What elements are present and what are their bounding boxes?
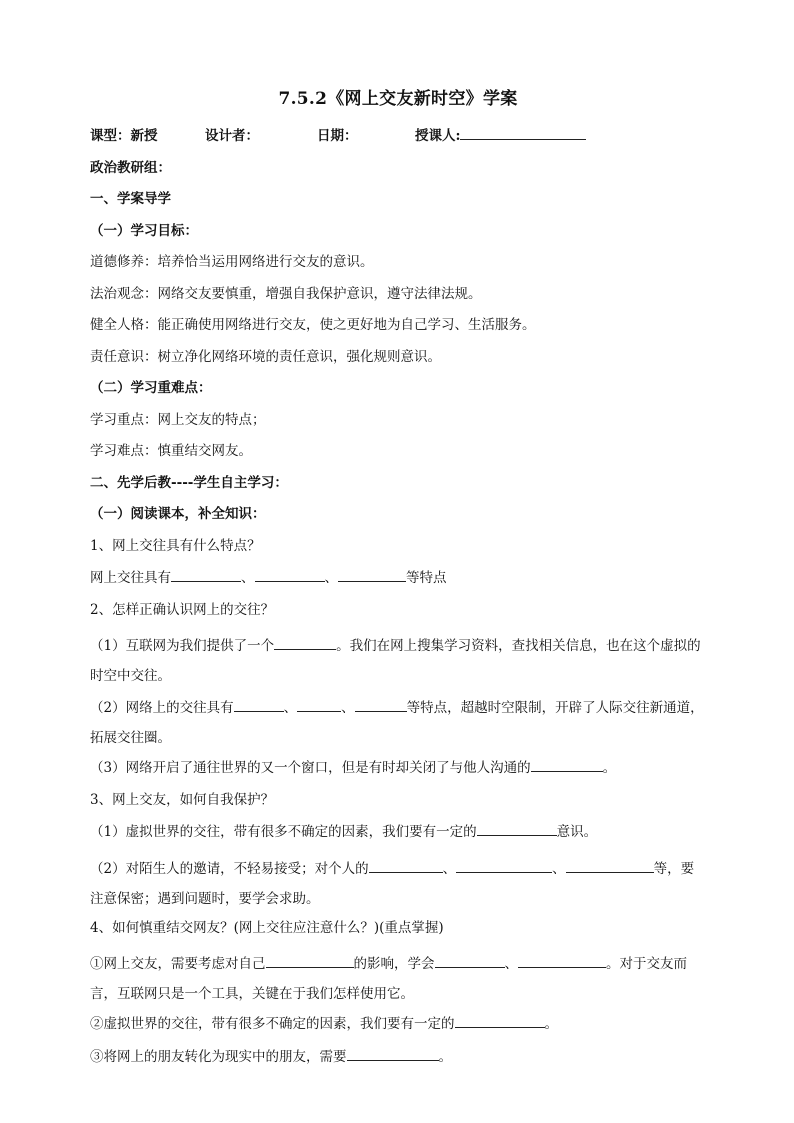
q2-part-2: （2）网络上的交往具有 、 、 等特点，超越时空限制，开辟了人际交往新通道，拓展交往圈。 bbox=[90, 693, 706, 753]
goal-item: 法治观念：网络交友要慎重，增强自我保护意识，遵守法律法规。 bbox=[90, 285, 482, 302]
fill-blank[interactable] bbox=[338, 567, 406, 582]
q4-part-1: ①网上交友，需要考虑对自己 的影响，学会 、 。对于交友而言，互联网只是一个工具，关键在于我们怎样使用它。 bbox=[90, 949, 706, 1009]
goal-item: 责任意识：树立净化网络环境的责任意识，强化规则意识。 bbox=[90, 348, 441, 365]
question-2: 2、怎样正确认识网上的交往？ bbox=[90, 601, 275, 618]
question-1: 1、网上交往具有什么特点？ bbox=[90, 537, 261, 554]
fill-blank[interactable] bbox=[255, 567, 325, 582]
fill-blank[interactable] bbox=[347, 1046, 439, 1061]
fill-blank[interactable] bbox=[531, 757, 603, 772]
goal-item: 健全人格：能正确使用网络进行交友，使之更好地为自己学习、生活服务。 bbox=[90, 317, 536, 333]
goal-item: 道德修养：培养恰当运用网络进行交友的意识。 bbox=[90, 254, 374, 270]
q4-part-3: ③将网上的朋友转化为现实中的朋友，需要 。 bbox=[90, 1046, 706, 1067]
fill-blank[interactable] bbox=[297, 697, 341, 712]
fill-blank[interactable] bbox=[274, 635, 336, 650]
fill-blank[interactable] bbox=[456, 858, 552, 873]
date-label: 日期： bbox=[317, 128, 358, 144]
q4-part-2: ②虚拟世界的交往，带有很多不确定的因素，我们要有一定的 。 bbox=[90, 1013, 706, 1034]
page-title: 7.5.2《网上交友新时空》学案 bbox=[278, 89, 518, 109]
q1-answer-line: 网上交往具有 、 、 等特点 bbox=[90, 567, 706, 588]
fill-blank[interactable] bbox=[369, 858, 443, 873]
fill-blank[interactable] bbox=[266, 953, 354, 968]
q3-part-2: （2）对陌生人的邀请，不轻易接受；对个人的 、 、 等，要注意保密；遇到问题时，要学会求助。 bbox=[90, 854, 706, 914]
fill-blank[interactable] bbox=[435, 953, 505, 968]
question-4: 4、如何慎重结交网友？(网上交往应注意什么？)(重点掌握) bbox=[90, 919, 444, 936]
course-type: 课型：新授 bbox=[90, 128, 158, 144]
subsection-heading-reading: （一）阅读课本，补全知识： bbox=[90, 506, 266, 522]
subsection-heading-keypoints: （二）学习重难点： bbox=[90, 380, 212, 396]
teacher-blank[interactable] bbox=[460, 125, 586, 140]
fill-blank[interactable] bbox=[518, 953, 606, 968]
fill-blank[interactable] bbox=[455, 1013, 545, 1028]
fill-blank[interactable] bbox=[477, 821, 557, 836]
group-label: 政治教研组： bbox=[90, 159, 171, 176]
q3-part-1: （1）虚拟世界的交往，带有很多不确定的因素，我们要有一定的 意识。 bbox=[90, 821, 706, 842]
document-page bbox=[90, 84, 706, 1078]
fill-blank[interactable] bbox=[171, 567, 241, 582]
fill-blank[interactable] bbox=[566, 858, 654, 873]
fill-blank[interactable] bbox=[355, 697, 407, 712]
meta-row bbox=[90, 125, 706, 146]
q2-part-3: （3）网络开启了通往世界的又一个窗口，但是有时却关闭了与他人沟通的 。 bbox=[90, 757, 706, 778]
q2-part-1: （1）互联网为我们提供了一个 。我们在网上搜集学习资料，查找相关信息，也在这个虚拟的时空中交往。 bbox=[90, 631, 706, 691]
teacher-label: 授课人: bbox=[415, 128, 461, 144]
section-heading-2: 二、先学后教----学生自主学习： bbox=[90, 474, 288, 491]
question-3: 3、网上交友，如何自我保护？ bbox=[90, 791, 275, 808]
designer-label: 设计者： bbox=[205, 128, 259, 144]
difficult-point: 学习难点：慎重结交网友。 bbox=[90, 443, 252, 459]
section-heading-1: 一、学案导学 bbox=[90, 191, 171, 207]
subsection-heading-goals: （一）学习目标： bbox=[90, 222, 198, 239]
key-point: 学习重点：网上交友的特点； bbox=[90, 411, 266, 428]
fill-blank[interactable] bbox=[234, 697, 284, 712]
